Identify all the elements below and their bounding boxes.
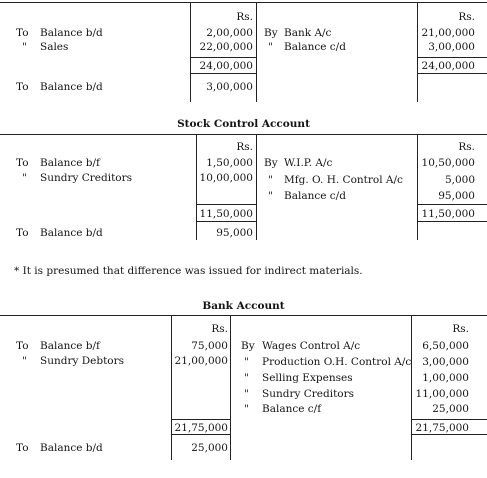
ditto-mark: " [268, 174, 273, 186]
entry-particular: Balance b/d [40, 442, 103, 454]
rule [0, 2, 487, 3]
ditto-mark: " [244, 403, 249, 415]
rule [230, 315, 231, 460]
entry-prefix: By [241, 340, 255, 352]
rule [418, 57, 487, 58]
entry-particular: Balance c/f [262, 403, 322, 415]
rs-header: Rs. [458, 141, 475, 153]
entry-particular: W.I.P. A/c [284, 157, 333, 169]
ditto-mark: " [22, 355, 27, 367]
entry-amount: 21,00,000 [174, 355, 228, 367]
rs-header: Rs. [452, 323, 469, 335]
rule [411, 315, 412, 460]
entry-amount: 22,00,000 [199, 41, 253, 53]
entry-prefix: To [16, 442, 29, 454]
entry-particular: Balance c/d [284, 190, 346, 202]
entry-amount: 95,000 [216, 227, 253, 239]
entry-particular: Balance b/f [40, 157, 100, 169]
entry-prefix: To [16, 340, 29, 352]
rs-header: Rs. [236, 11, 253, 23]
entry-prefix: To [16, 81, 29, 93]
entry-amount: 1,00,000 [422, 372, 469, 384]
ditto-mark: " [268, 190, 273, 202]
total-amount: 21,75,000 [415, 422, 469, 434]
ditto-mark: " [22, 172, 27, 184]
rule [191, 73, 256, 74]
entry-amount: 6,50,000 [422, 340, 469, 352]
rule [172, 434, 230, 435]
ditto-mark: " [244, 356, 249, 368]
entry-amount: 25,000 [432, 403, 469, 415]
entry-particular: Wages Control A/c [262, 340, 361, 352]
entry-particular: Mfg. O. H. Control A/c [284, 174, 403, 186]
entry-amount: 3,00,000 [206, 81, 253, 93]
total-amount: 24,00,000 [421, 60, 475, 72]
entry-particular: Balance b/d [40, 81, 103, 93]
rule [418, 73, 487, 74]
entry-prefix: By [264, 27, 278, 39]
rule [412, 434, 487, 435]
rule [412, 419, 487, 420]
entry-particular: Balance b/d [40, 27, 103, 39]
rule [197, 221, 256, 222]
rule [256, 2, 257, 102]
total-amount: 24,00,000 [199, 60, 253, 72]
rule [417, 2, 418, 102]
entry-amount: 75,000 [191, 340, 228, 352]
entry-particular: Sundry Creditors [40, 172, 133, 184]
entry-amount: 3,00,000 [422, 356, 469, 368]
rule [418, 221, 487, 222]
rule [190, 2, 191, 102]
ditto-mark: " [244, 372, 249, 384]
entry-amount: 95,000 [438, 190, 475, 202]
entry-particular: Production O.H. Control A/c [262, 356, 412, 368]
entry-prefix: To [16, 227, 29, 239]
account-title: Stock Control Account [177, 118, 310, 130]
entry-amount: 5,000 [444, 174, 475, 186]
account-title: Bank Account [202, 300, 285, 312]
entry-particular: Balance c/d [284, 41, 346, 53]
rule [172, 419, 230, 420]
ditto-mark: " [268, 41, 273, 53]
entry-amount: 11,00,000 [415, 388, 469, 400]
entry-amount: 2,00,000 [206, 27, 253, 39]
entry-particular: Sales [40, 41, 69, 53]
rule [196, 134, 197, 240]
rule [417, 134, 418, 240]
rule [191, 57, 256, 58]
rule [171, 315, 172, 460]
entry-prefix: To [16, 157, 29, 169]
ditto-mark: " [22, 41, 27, 53]
rs-header: Rs. [458, 11, 475, 23]
entry-prefix: To [16, 27, 29, 39]
entry-particular: Balance b/f [40, 340, 100, 352]
total-amount: 11,50,000 [199, 208, 253, 220]
rule [0, 134, 487, 135]
entry-particular: Bank A/c [284, 27, 332, 39]
entry-particular: Sundry Debtors [40, 355, 125, 367]
rule [418, 204, 487, 205]
entry-amount: 10,00,000 [199, 172, 253, 184]
entry-amount: 3,00,000 [428, 41, 475, 53]
rs-header: Rs. [211, 323, 228, 335]
entry-amount: 25,000 [191, 442, 228, 454]
entry-amount: 21,00,000 [421, 27, 475, 39]
rs-header: Rs. [236, 141, 253, 153]
total-amount: 21,75,000 [174, 422, 228, 434]
total-amount: 11,50,000 [421, 208, 475, 220]
entry-particular: Sundry Creditors [262, 388, 355, 400]
entry-amount: 10,50,000 [421, 157, 475, 169]
entry-particular: Selling Expenses [262, 372, 353, 384]
entry-prefix: By [264, 157, 278, 169]
entry-amount: 1,50,000 [206, 157, 253, 169]
rule [197, 204, 256, 205]
rule [0, 315, 487, 316]
ditto-mark: " [244, 388, 249, 400]
rule [256, 134, 257, 240]
entry-particular: Balance b/d [40, 227, 103, 239]
footnote: * It is presumed that difference was issued for indirect materials. [14, 265, 363, 277]
